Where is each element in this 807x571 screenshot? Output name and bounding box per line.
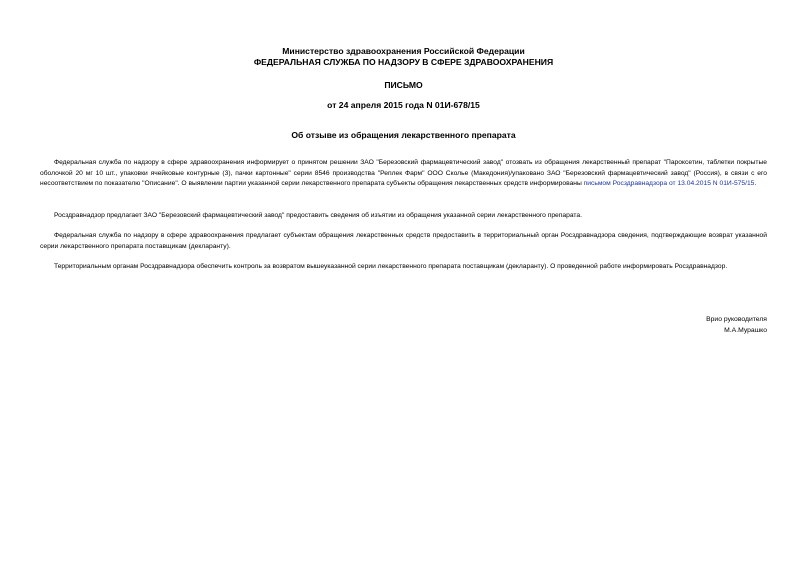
document-subject: Об отзыве из обращения лекарственного препарата xyxy=(291,130,516,140)
paragraph-subjects-request: Федеральная служба по надзору в сфере здравоохранения предлагает субъектам обращения лекарственных средств предоставить в территориальный орган Росздравнадзора сведения, подтверждающие возврат указанной серии лекарственного препарата поставщикам (декларанту). xyxy=(40,232,767,250)
paragraph-recall-text: Федеральная служба по надзору в сфере здравоохранения информирует о принятом решении ЗАО "Березовский фармацевтический завод" отозвать из обращения лекарственный препарат "Пароксетин, таблетки покрытые оболочкой 20 мг 10 шт., упаковки ячейковые контурные (3), пачки картонные" серии 8546 производства "Реплек Фарм" ООО Сколье (Македония)/упаковано ЗАО "Березовский фармацевтический завод" (Россия), в связи с его несоответствием по показателю "Описание". О выявлении партии указанной серии лекарственного препарата субъекты обращения лекарственных средств информированы xyxy=(40,159,767,188)
service-name: ФЕДЕРАЛЬНАЯ СЛУЖБА ПО НАДЗОРУ В СФЕРЕ ЗДРАВООХРАНЕНИЯ xyxy=(253,57,554,67)
referenced-letter-link[interactable]: письмом Росздравнадзора от 13.04.2015 N 01И-575/15 xyxy=(583,180,755,188)
paragraph-manufacturer-request: Росздравнадзор предлагает ЗАО "Березовский фармацевтический завод" предоставить сведения об изъятии из обращения указанной серии лекарственного препарата. xyxy=(54,212,582,219)
signatory-role: Врио руководителя xyxy=(706,316,767,323)
paragraph-recall-notice xyxy=(40,158,767,190)
paragraph-territorial-control: Территориальным органам Росздравнадзора обеспечить контроль за возвратом вышеуказанной серии лекарственного препарата поставщикам (декларанту). О проведенной работе информировать Росздравнадзор. xyxy=(54,263,728,270)
document-date-number: от 24 апреля 2015 года N 01И-678/15 xyxy=(327,100,480,110)
signatory-name: М.А.Мурашко xyxy=(724,327,767,334)
ministry-name: Министерство здравоохранения Российской Федерации xyxy=(282,46,525,56)
paragraph-recall-end: . xyxy=(754,180,757,188)
document-type: ПИСЬМО xyxy=(384,80,423,90)
